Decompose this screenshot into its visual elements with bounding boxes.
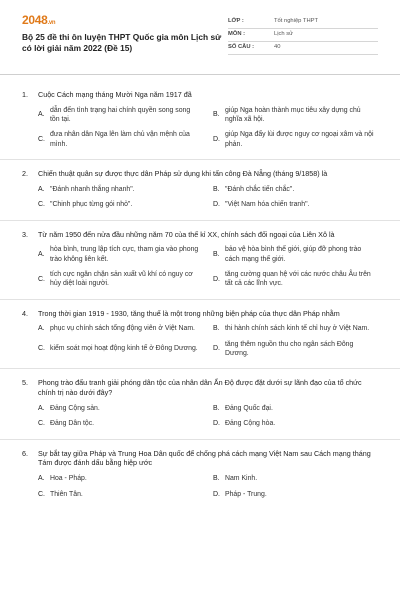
document-header	[0, 0, 400, 64]
option-b[interactable]	[213, 324, 378, 333]
question-2	[22, 169, 378, 221]
option-c[interactable]	[38, 340, 203, 359]
option-c[interactable]	[38, 270, 203, 289]
option-text: Pháp - Trung.	[225, 490, 267, 498]
option-letter: B.	[213, 185, 220, 193]
option-b[interactable]	[213, 185, 378, 194]
option-letter: A.	[38, 404, 45, 412]
question-stem	[22, 230, 378, 240]
answer-options	[22, 404, 378, 429]
question-5	[22, 378, 378, 439]
option-a[interactable]	[38, 404, 203, 413]
document-title: Bộ 25 đề thi ôn luyện THPT Quốc gia môn Lịch sử có lời giải năm 2022 (Đề 15)	[22, 32, 222, 54]
option-letter: C.	[38, 201, 45, 209]
answer-options	[22, 185, 378, 210]
document-meta	[228, 16, 378, 64]
option-letter: C.	[38, 135, 45, 143]
question-stem	[22, 169, 378, 179]
option-text: đưa nhân dân Nga lên làm chủ vận mệnh của mình.	[50, 131, 190, 148]
meta-label: SỐ CÂU :	[228, 44, 255, 51]
option-letter: C.	[38, 275, 45, 283]
question-number: 3.	[22, 229, 28, 239]
option-letter: D.	[213, 275, 220, 283]
option-letter: D.	[213, 490, 220, 498]
question-1	[22, 90, 378, 160]
option-letter: A.	[38, 185, 45, 193]
meta-row-subject	[228, 29, 378, 42]
answer-options	[22, 106, 378, 149]
question-6	[22, 449, 378, 499]
option-letter: D.	[213, 135, 220, 143]
question-text: Sự bắt tay giữa Pháp và Trung Hoa Dân quốc để chống phá cách mạng Việt Nam sau Cách mạng tháng Tám được đánh dấu bằng hiệp ước	[38, 448, 371, 468]
option-b[interactable]	[213, 245, 378, 264]
option-a[interactable]	[38, 474, 203, 483]
question-divider	[0, 439, 400, 440]
option-letter: B.	[213, 325, 220, 333]
option-text: giúp Nga hoàn thành mục tiêu xây dựng chủ nghĩa xã hội.	[225, 106, 361, 124]
option-c[interactable]	[38, 200, 203, 209]
option-text: "Đánh nhanh thắng nhanh".	[50, 185, 135, 193]
meta-value: 40	[274, 44, 281, 51]
question-stem	[22, 309, 378, 319]
option-letter: A.	[38, 250, 45, 258]
answer-options	[22, 245, 378, 288]
option-letter: C.	[38, 420, 45, 428]
option-text: Đảng Dân tộc.	[50, 420, 95, 428]
option-c[interactable]	[38, 130, 203, 149]
answer-options	[22, 324, 378, 358]
option-b[interactable]	[213, 404, 378, 413]
meta-row-grade	[228, 16, 378, 29]
option-b[interactable]	[213, 474, 378, 483]
header-left	[22, 12, 227, 64]
question-divider	[0, 368, 400, 369]
option-letter: B.	[213, 250, 220, 258]
option-text: "Đánh chắc tiến chắc".	[225, 185, 295, 193]
question-number: 5.	[22, 378, 28, 388]
question-3	[22, 230, 378, 300]
question-text: Cuộc Cách mạng tháng Mười Nga năm 1917 đã	[38, 90, 192, 99]
meta-label: MÔN :	[228, 31, 246, 38]
option-letter: A.	[38, 111, 45, 119]
question-text: Phong trào đấu tranh giải phóng dân tộc của nhân dân Ấn Độ được đặt dưới sự lãnh đạo của tổ chức chính trị nào dưới đây?	[38, 378, 362, 398]
answer-options	[22, 474, 378, 499]
option-text: tăng thêm nguồn thu cho ngân sách Đông Dương.	[225, 340, 354, 357]
option-text: thi hành chính sách kinh tế chỉ huy ở Việt Nam.	[225, 325, 370, 333]
brand-name: 2048	[22, 13, 48, 27]
option-d[interactable]	[213, 419, 378, 428]
option-d[interactable]	[213, 270, 378, 289]
option-text: Thiên Tân.	[50, 490, 83, 498]
option-letter: A.	[38, 475, 45, 483]
option-letter: C.	[38, 490, 45, 498]
option-a[interactable]	[38, 324, 203, 333]
option-text: kiểm soát mọi hoạt động kinh tế ở Đông Dương.	[50, 345, 198, 353]
option-letter: B.	[213, 475, 220, 483]
option-a[interactable]	[38, 106, 203, 125]
meta-label: LỚP :	[228, 18, 244, 25]
option-text: tăng cường quan hệ với các nước châu Âu trên tất cả các lĩnh vực.	[225, 270, 371, 288]
option-text: Đảng Cộng hòa.	[225, 420, 276, 428]
question-list	[0, 75, 400, 499]
question-4	[22, 309, 378, 370]
option-text: giúp Nga đẩy lùi được nguy cơ ngoại xâm và nội phản.	[225, 131, 374, 148]
option-c[interactable]	[38, 419, 203, 428]
meta-value: Lịch sử	[274, 31, 294, 38]
option-text: Đảng Quốc đại.	[225, 404, 273, 412]
option-text: phục vụ chính sách tổng động viên ở Việt Nam.	[50, 325, 195, 333]
meta-value: Tốt nghiệp THPT	[274, 18, 319, 25]
question-text: Chiến thuật quân sự được thực dân Pháp sử dụng khi tấn công Đà Nẵng (tháng 9/1858) là	[38, 168, 328, 178]
brand-suffix: .vn	[47, 20, 56, 26]
option-letter: B.	[213, 111, 220, 119]
option-letter: B.	[213, 404, 220, 412]
option-d[interactable]	[213, 200, 378, 209]
question-stem	[22, 90, 378, 100]
option-b[interactable]	[213, 106, 378, 125]
option-letter: C.	[38, 345, 45, 353]
option-text: hòa bình, trung lập tích cực, tham gia vào phong trào không liên kết.	[50, 246, 199, 263]
option-a[interactable]	[38, 245, 203, 264]
option-d[interactable]	[213, 490, 378, 499]
option-a[interactable]	[38, 185, 203, 194]
option-letter: A.	[38, 325, 45, 333]
option-text: bảo vệ hòa bình thế giới, giúp đỡ phong trào cách mạng thế giới.	[225, 246, 362, 263]
question-number: 2.	[22, 168, 28, 178]
meta-row-count	[228, 42, 378, 55]
option-text: "Việt Nam hóa chiến tranh".	[225, 201, 310, 209]
question-stem	[22, 449, 378, 468]
question-divider	[0, 159, 400, 160]
question-text: Từ năm 1950 đến nửa đầu những năm 70 của thế kỉ XX, chính sách đối ngoại của Liên Xô là	[38, 229, 335, 239]
option-text: dẫn đến tình trạng hai chính quyền song song tồn tại.	[50, 106, 191, 124]
question-number: 6.	[22, 448, 28, 458]
option-letter: D.	[213, 420, 220, 428]
option-text: Đảng Cộng sản.	[50, 404, 100, 412]
option-text: Nam Kinh.	[225, 475, 258, 483]
option-text: "Chinh phục từng gói nhỏ".	[50, 201, 133, 209]
question-number: 4.	[22, 308, 28, 318]
option-d[interactable]	[213, 340, 378, 359]
option-text: Hoa - Pháp.	[50, 475, 87, 483]
brand-logo[interactable]	[22, 12, 227, 28]
option-letter: D.	[213, 201, 220, 209]
option-d[interactable]	[213, 130, 378, 149]
question-divider	[0, 299, 400, 300]
option-text: tích cực ngăn chặn sản xuất vũ khí có nguy cơ hủy diệt loài người.	[50, 270, 193, 288]
question-text: Trong thời gian 1919 - 1930, tăng thuế là một trong những biện pháp của thực dân Pháp nhằm	[38, 308, 340, 318]
question-stem	[22, 378, 378, 397]
option-c[interactable]	[38, 490, 203, 499]
option-letter: D.	[213, 345, 220, 353]
question-number: 1.	[22, 90, 28, 99]
question-divider	[0, 220, 400, 221]
